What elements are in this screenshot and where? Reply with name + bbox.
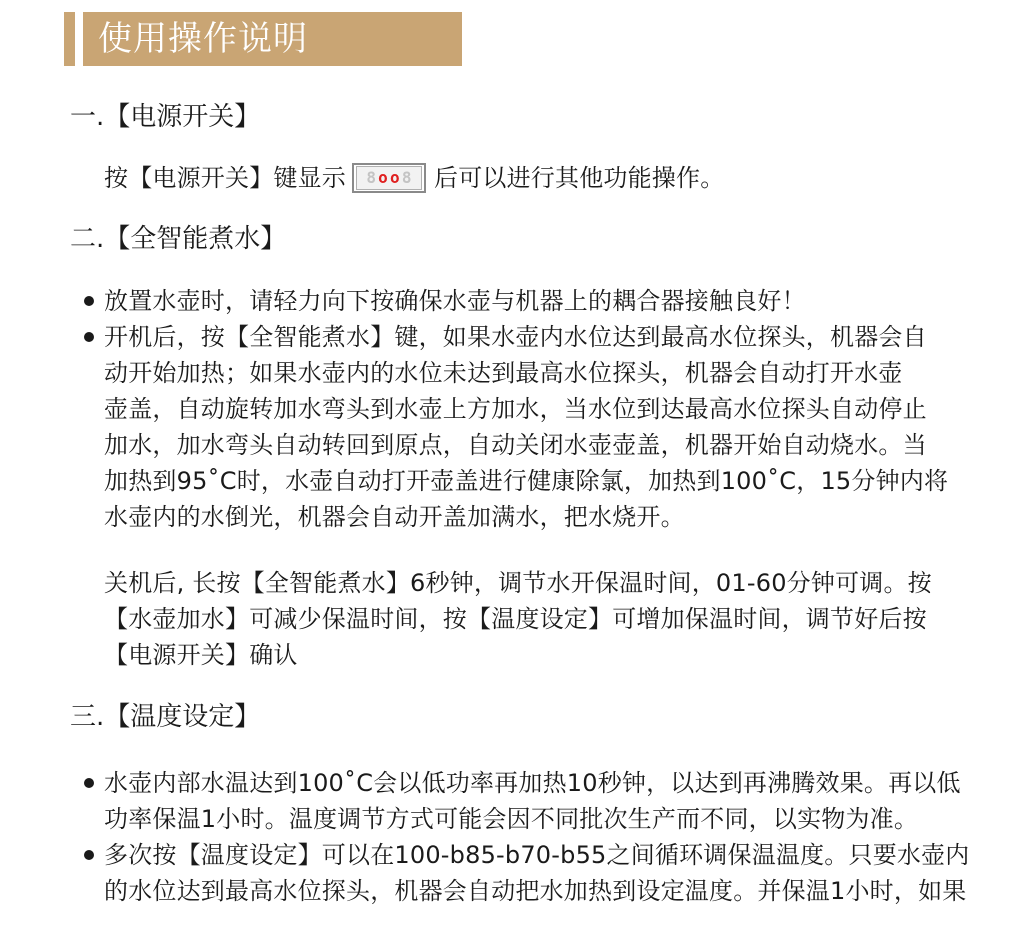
section-heading-temperature: 三.【温度设定】 bbox=[70, 702, 261, 732]
smart-boil-bullet-2-line-3: 壶盖，自动旋转加水弯头到水壶上方加水，当水位到达最高水位探头自动停止 bbox=[104, 395, 927, 423]
section-heading-smart-boil: 二.【全智能煮水】 bbox=[70, 224, 287, 254]
page-title: 使用操作说明 bbox=[98, 19, 308, 59]
lcd-digit: 8 bbox=[401, 168, 412, 187]
bullet-dot bbox=[84, 778, 94, 788]
power-instruction-line bbox=[104, 160, 724, 196]
power-instruction-before: 按【电源开关】键显示 bbox=[104, 164, 346, 192]
temperature-bullet-2-line-1: 多次按【温度设定】可以在100-b85-b70-b55之间循环调保温温度。只要水壶内 bbox=[104, 841, 970, 869]
lcd-digit: o bbox=[390, 168, 400, 187]
header-accent-bar bbox=[64, 12, 75, 66]
section-heading-power: 一.【电源开关】 bbox=[70, 102, 261, 132]
keep-warm-paragraph-line-1: 关机后, 长按【全智能煮水】6秒钟，调节水开保温时间，01-60分钟可调。按 bbox=[104, 569, 932, 597]
keep-warm-paragraph-line-2: 【水壶加水】可减少保温时间，按【温度设定】可增加保温时间，调节好后按 bbox=[104, 605, 927, 633]
lcd-digits bbox=[356, 166, 422, 190]
temperature-bullet-2-line-2: 的水位达到最高水位探头，机器会自动把水加热到设定温度。并保温1小时，如果 bbox=[104, 877, 967, 905]
temperature-bullet-1-line-1: 水壶内部水温达到100˚C会以低功率再加热10秒钟，以达到再沸腾效果。再以低 bbox=[104, 769, 961, 797]
page-header bbox=[64, 12, 462, 66]
smart-boil-bullet-2-line-1: 开机后，按【全智能煮水】键，如果水壶内水位达到最高水位探头，机器会自 bbox=[104, 323, 927, 351]
smart-boil-bullet-2-line-6: 水壶内的水倒光，机器会自动开盖加满水，把水烧开。 bbox=[104, 503, 685, 531]
bullet-dot bbox=[84, 850, 94, 860]
smart-boil-bullet-2-line-5: 加热到95˚C时，水壶自动打开壶盖进行健康除氯，加热到100˚C，15分钟内将 bbox=[104, 467, 949, 495]
smart-boil-bullet-2-line-4: 加水，加水弯头自动转回到原点，自动关闭水壶壶盖，机器开始自动烧水。当 bbox=[104, 431, 927, 459]
smart-boil-bullet-2-line-2: 动开始加热；如果水壶内的水位未达到最高水位探头，机器会自动打开水壶 bbox=[104, 359, 903, 387]
keep-warm-paragraph-line-3: 【电源开关】确认 bbox=[104, 641, 298, 669]
temperature-bullet-1-line-2: 功率保温1小时。温度调节方式可能会因不同批次生产而不同，以实物为准。 bbox=[104, 805, 919, 833]
bullet-dot bbox=[84, 332, 94, 342]
lcd-digit: o bbox=[378, 168, 388, 187]
lcd-digit: 8 bbox=[366, 168, 377, 187]
power-instruction-after: 后可以进行其他功能操作。 bbox=[434, 164, 725, 192]
seven-segment-display-icon bbox=[352, 163, 426, 193]
smart-boil-bullet-1: 放置水壶时，请轻力向下按确保水壶与机器上的耦合器接触良好！ bbox=[104, 287, 806, 315]
bullet-dot bbox=[84, 296, 94, 306]
